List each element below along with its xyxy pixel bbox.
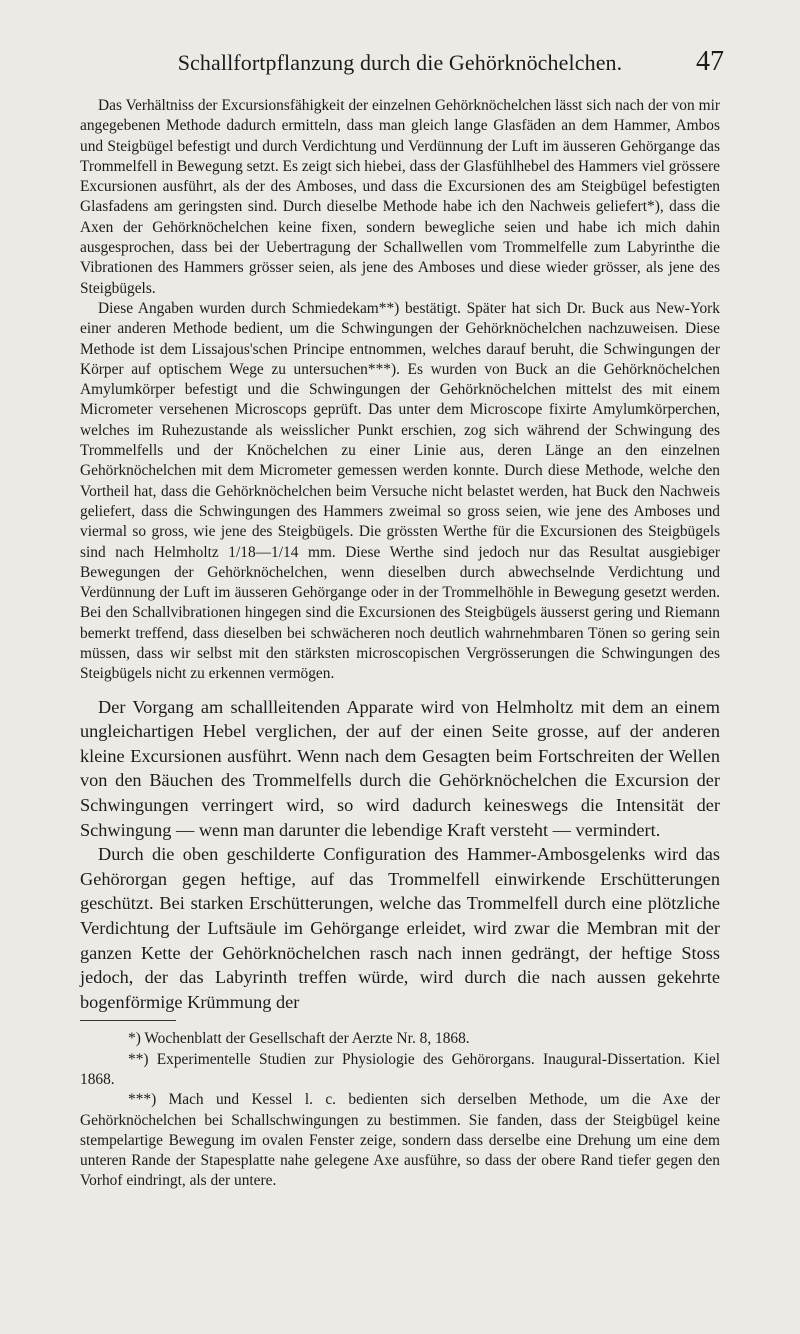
footnote: *) Wochenblatt der Gesellschaft der Aerzte Nr. 8, 1868. (128, 1030, 470, 1048)
footnote-rule (80, 1020, 176, 1021)
footnotes (80, 1029, 720, 1191)
page-body (80, 96, 720, 1192)
small-print-section (80, 96, 720, 685)
body-paragraph: Diese Angaben wurden durch Schmiedekam**) bestätigt. Später hat sich Dr. Buck aus New-York einer anderen Methode bedient, um die Schwingungen der Gehörknöchelchen nachzuweisen. Diese Methode ist dem Lissajous'schen Principe entnommen, welches darauf beruht, die Schwingungen der Körper auf optischem Wege zu untersuchen***). Es wurden von Buck an die Gehörknöchelchen Amylumkörper befestigt und die Schwingungen der Gehörknöchelchen mittelst des mit einem Micrometer versehenen Microscops geprüft. Das unter dem Microscope fixirte Amylumkörperchen, welches im Ruhezustande als weisslicher Punkt erschien, zog sich während der Schwingung des Trommelfells und der Knöchelchen zu einer Linie aus, deren Länge an den einzelnen Gehörknöchelchen mit dem Micrometer gemessen werden konnte. Durch diese Methode, welche den Vortheil hat, dass die Gehörknöchelchen beim Versuche nicht belastet werden, hat Buck den Nachweis geliefert, dass die Schwingungen des Hammers zweimal so gross seien, wie jene des Amboses und viermal so gross, wie jene des Steigbügels. Die grössten Werthe für die Excursionen des Steigbügels sind nach Helmholtz 1/18—1/14 mm. Diese Werthe sind jedoch nur das Resultat ausgiebiger Bewegungen der Gehörknöchelchen, wenn dieselben durch abwechselnde Verdichtung und Verdünnung der Luft im äusseren Gehörgange oder in der Trommelhöhle in Bewegung gesetzt werden. Bei den Schallvibrationen hingegen sind die Excursionen des Steigbügels äusserst gering und Riemann bemerkt treffend, dass dieselben bei schwächeren noch deutlich wahrnehmbaren Tönen so gering sein müssen, dass wir selbst mit den stärksten microscopischen Vergrösserungen die Schwingungen des Steigbügels nicht zu erkennen vermögen. (80, 299, 720, 683)
body-paragraph: Durch die oben geschilderte Configuration des Hammer-Ambosgelenks wird das Gehörorgan gegen heftige, auf das Trommelfell einwirkende Erschütterungen geschützt. Bei starken Erschütterungen, welche das Trommelfell durch eine plötzliche Verdichtung der Luftsäule im Gehörgange erleidet, wird zwar die Membran mit der ganzen Kette der Gehörknöchelchen rasch nach innen gedrängt, der heftige Stoss jedoch, der das Labyrinth treffen würde, wird durch die nach aussen gekehrte bogenförmige Krümmung der (80, 844, 720, 1012)
body-paragraph: Das Verhältniss der Excursionsfähigkeit der einzelnen Gehörknöchelchen lässt sich nach der von mir angegebenen Methode dadurch ermitteln, dass man gleich lange Glasfäden an dem Hammer, Ambos und Steigbügel befestigt und durch Verdichtung und Verdünnung der Luft im äusseren Gehörgange das Trommelfell in Bewegung setzt. Es zeigt sich hiebei, dass der Glasfühlhebel des Hammers viel grössere Excursionen ausführt, als der des Amboses, und dass die Excursionen des am Steigbügel befestigten Glasfadens am geringsten sind. Durch dieselbe Methode habe ich den Nachweis geliefert*), dass die Axen der Gehörknöchelchen keine fixen, sondern bewegliche seien und habe ich mich dahin ausgesprochen, dass bei der Uebertragung der Schallwellen vom Trommelfelle zum Labyrinthe die Vibrationen des Hammers grösser seien, als jene des Amboses und diese wieder grösser, als jene des Steigbügels. (80, 97, 720, 297)
footnote: ***) Mach und Kessel l. c. bedienten sich derselben Methode, um die Axe der Gehörknöchelchen bei Schallschwingungen zu bestimmen. Sie fanden, dass der Steigbügel keine stempelartige Bewegung im ovalen Fenster zeige, sondern dass derselbe eine Drehung um eine dem unteren Rande der Stapesplatte nahe gelegene Axe ausführe, so dass der obere Rand tiefer gegen den Vorhof eindringt, als der untere. (80, 1091, 720, 1190)
running-head: Schallfortpflanzung durch die Gehörknöchelchen. (177, 50, 623, 75)
footnote: **) Experimentelle Studien zur Physiologie des Gehörorgans. Inaugural-Dissertation. Kiel 1868. (80, 1050, 720, 1088)
large-print-section (80, 695, 720, 1015)
page-header (0, 46, 800, 78)
page-number: 47 (696, 46, 724, 77)
body-paragraph: Der Vorgang am schallleitenden Apparate wird von Helmholtz mit dem an einem ungleichartigen Hebel verglichen, der auf der einen Seite grosse, auf der anderen kleine Excursionen ausführt. Wenn nach dem Gesagten beim Fortschreiten der Wellen von den Bäuchen des Trommelfells durch die Gehörknöchelchen die Excursion der Schwingungen verringert wird, so wird dadurch keineswegs die Intensität der Schwingung — wenn man darunter die lebendige Kraft versteht — vermindert. (80, 696, 720, 840)
